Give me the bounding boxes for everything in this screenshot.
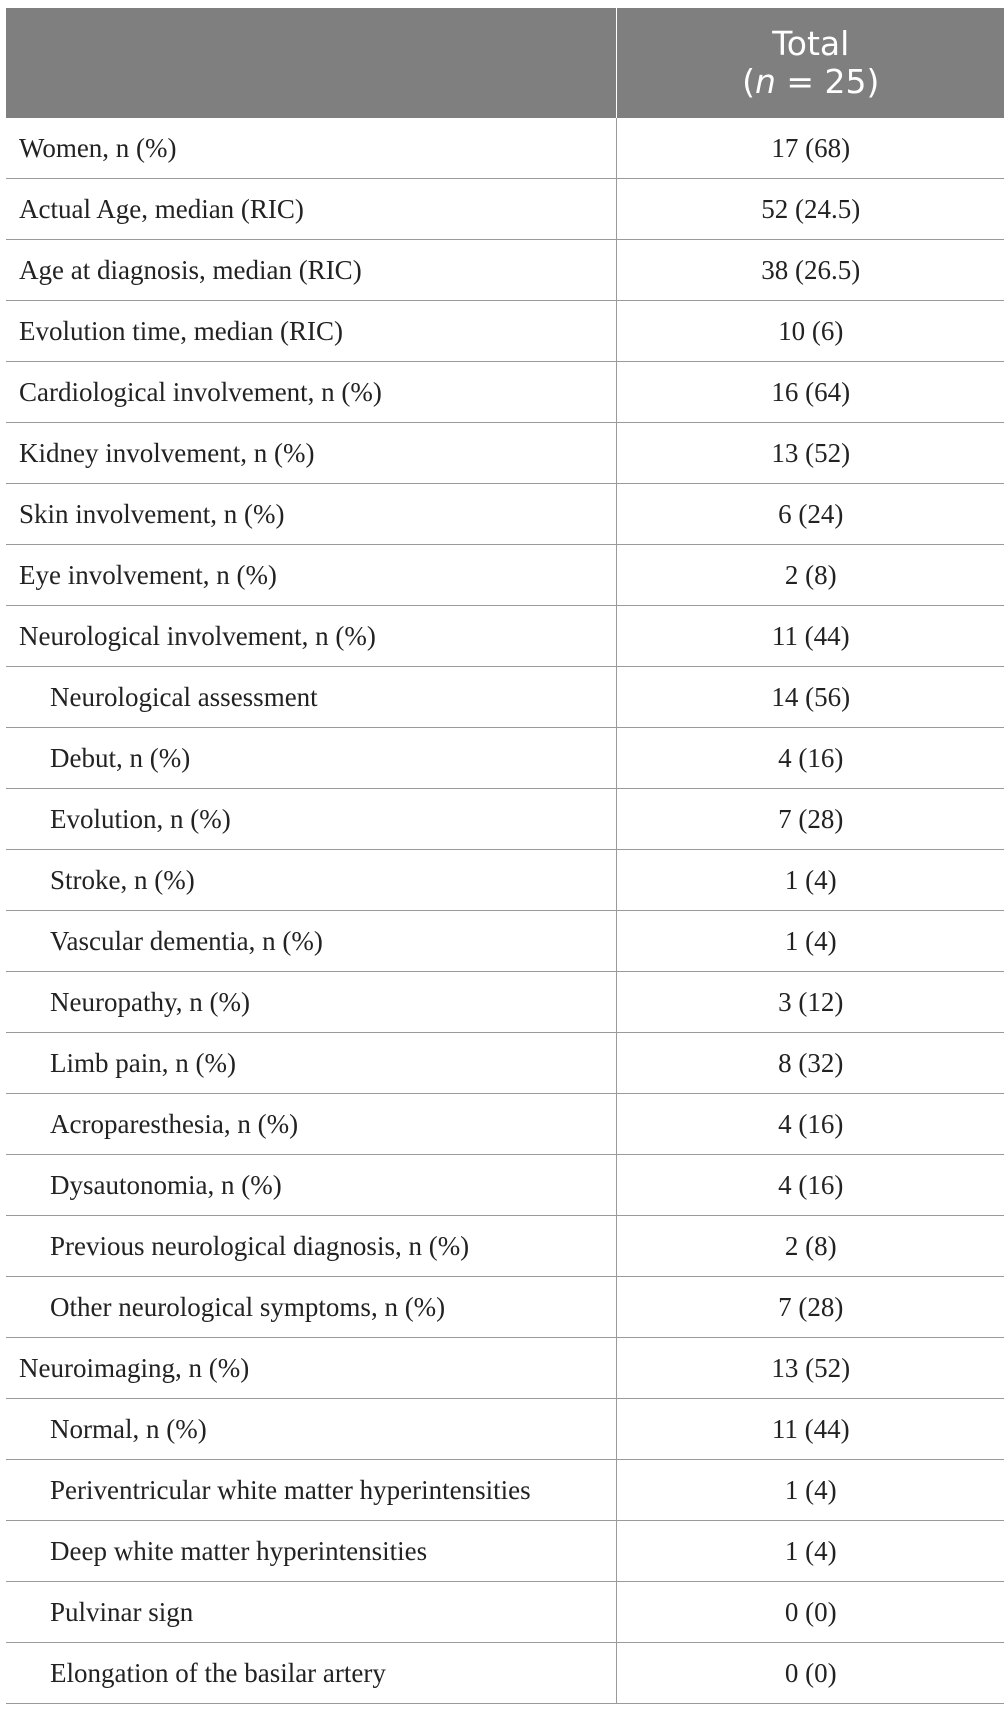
table-row <box>6 728 1004 789</box>
row-label: Kidney involvement, n (%) <box>6 423 616 484</box>
row-label: Stroke, n (%) <box>6 850 616 911</box>
row-label: Neurological assessment <box>6 667 616 728</box>
table-row <box>6 606 1004 667</box>
row-label: Evolution time, median (RIC) <box>6 301 616 362</box>
table-row <box>6 118 1004 179</box>
table-row <box>6 484 1004 545</box>
table-row <box>6 1155 1004 1216</box>
row-label: Eye involvement, n (%) <box>6 545 616 606</box>
row-label: Neuropathy, n (%) <box>6 972 616 1033</box>
table-row <box>6 423 1004 484</box>
header-characteristic-cell <box>6 8 616 118</box>
row-label: Acroparesthesia, n (%) <box>6 1094 616 1155</box>
table-body <box>6 118 1004 1704</box>
header-total-cell <box>616 8 1004 118</box>
row-label: Normal, n (%) <box>6 1399 616 1460</box>
row-value: 11 (44) <box>616 1399 1004 1460</box>
header-row <box>6 8 1004 118</box>
row-label: Cardiological involvement, n (%) <box>6 362 616 423</box>
header-n-value: = 25) <box>775 62 880 101</box>
row-value: 7 (28) <box>616 1277 1004 1338</box>
table-row <box>6 972 1004 1033</box>
table-row <box>6 911 1004 972</box>
table-row <box>6 1277 1004 1338</box>
row-label: Evolution, n (%) <box>6 789 616 850</box>
row-label: Neuroimaging, n (%) <box>6 1338 616 1399</box>
characteristics-table-container <box>6 8 1004 1704</box>
table-row <box>6 667 1004 728</box>
table-row <box>6 1460 1004 1521</box>
row-value: 4 (16) <box>616 1094 1004 1155</box>
row-value: 4 (16) <box>616 1155 1004 1216</box>
table-row <box>6 1094 1004 1155</box>
row-value: 17 (68) <box>616 118 1004 179</box>
row-label: Skin involvement, n (%) <box>6 484 616 545</box>
row-value: 11 (44) <box>616 606 1004 667</box>
row-value: 7 (28) <box>616 789 1004 850</box>
row-label: Age at diagnosis, median (RIC) <box>6 240 616 301</box>
row-label: Vascular dementia, n (%) <box>6 911 616 972</box>
row-label: Periventricular white matter hyperintensities <box>6 1460 616 1521</box>
row-value: 13 (52) <box>616 423 1004 484</box>
row-value: 1 (4) <box>616 1521 1004 1582</box>
row-label: Other neurological symptoms, n (%) <box>6 1277 616 1338</box>
row-label: Previous neurological diagnosis, n (%) <box>6 1216 616 1277</box>
table-row <box>6 362 1004 423</box>
row-value: 0 (0) <box>616 1643 1004 1704</box>
table-row <box>6 850 1004 911</box>
row-label: Dysautonomia, n (%) <box>6 1155 616 1216</box>
row-value: 1 (4) <box>616 850 1004 911</box>
table-row <box>6 1399 1004 1460</box>
table-row <box>6 1338 1004 1399</box>
table-row <box>6 1033 1004 1094</box>
table-row <box>6 301 1004 362</box>
table-row <box>6 545 1004 606</box>
row-label: Neurological involvement, n (%) <box>6 606 616 667</box>
row-value: 10 (6) <box>616 301 1004 362</box>
row-value: 0 (0) <box>616 1582 1004 1643</box>
row-label: Debut, n (%) <box>6 728 616 789</box>
header-total-n <box>617 63 1004 101</box>
table-row <box>6 1521 1004 1582</box>
row-value: 52 (24.5) <box>616 179 1004 240</box>
header-paren-open: ( <box>742 62 755 101</box>
header-n-symbol: n <box>754 62 776 101</box>
row-value: 38 (26.5) <box>616 240 1004 301</box>
row-label: Women, n (%) <box>6 118 616 179</box>
table-header <box>6 8 1004 118</box>
table-row <box>6 1643 1004 1704</box>
row-label: Deep white matter hyperintensities <box>6 1521 616 1582</box>
table-row <box>6 1216 1004 1277</box>
characteristics-table <box>6 8 1004 1704</box>
row-value: 2 (8) <box>616 545 1004 606</box>
header-total-label: Total <box>772 24 850 63</box>
row-value: 14 (56) <box>616 667 1004 728</box>
row-value: 8 (32) <box>616 1033 1004 1094</box>
row-value: 13 (52) <box>616 1338 1004 1399</box>
row-value: 16 (64) <box>616 362 1004 423</box>
row-label: Limb pain, n (%) <box>6 1033 616 1094</box>
row-label: Actual Age, median (RIC) <box>6 179 616 240</box>
row-value: 1 (4) <box>616 1460 1004 1521</box>
row-label: Elongation of the basilar artery <box>6 1643 616 1704</box>
row-value: 6 (24) <box>616 484 1004 545</box>
row-value: 1 (4) <box>616 911 1004 972</box>
row-value: 2 (8) <box>616 1216 1004 1277</box>
table-row <box>6 1582 1004 1643</box>
row-value: 3 (12) <box>616 972 1004 1033</box>
table-row <box>6 240 1004 301</box>
table-row <box>6 789 1004 850</box>
table-row <box>6 179 1004 240</box>
row-value: 4 (16) <box>616 728 1004 789</box>
row-label: Pulvinar sign <box>6 1582 616 1643</box>
